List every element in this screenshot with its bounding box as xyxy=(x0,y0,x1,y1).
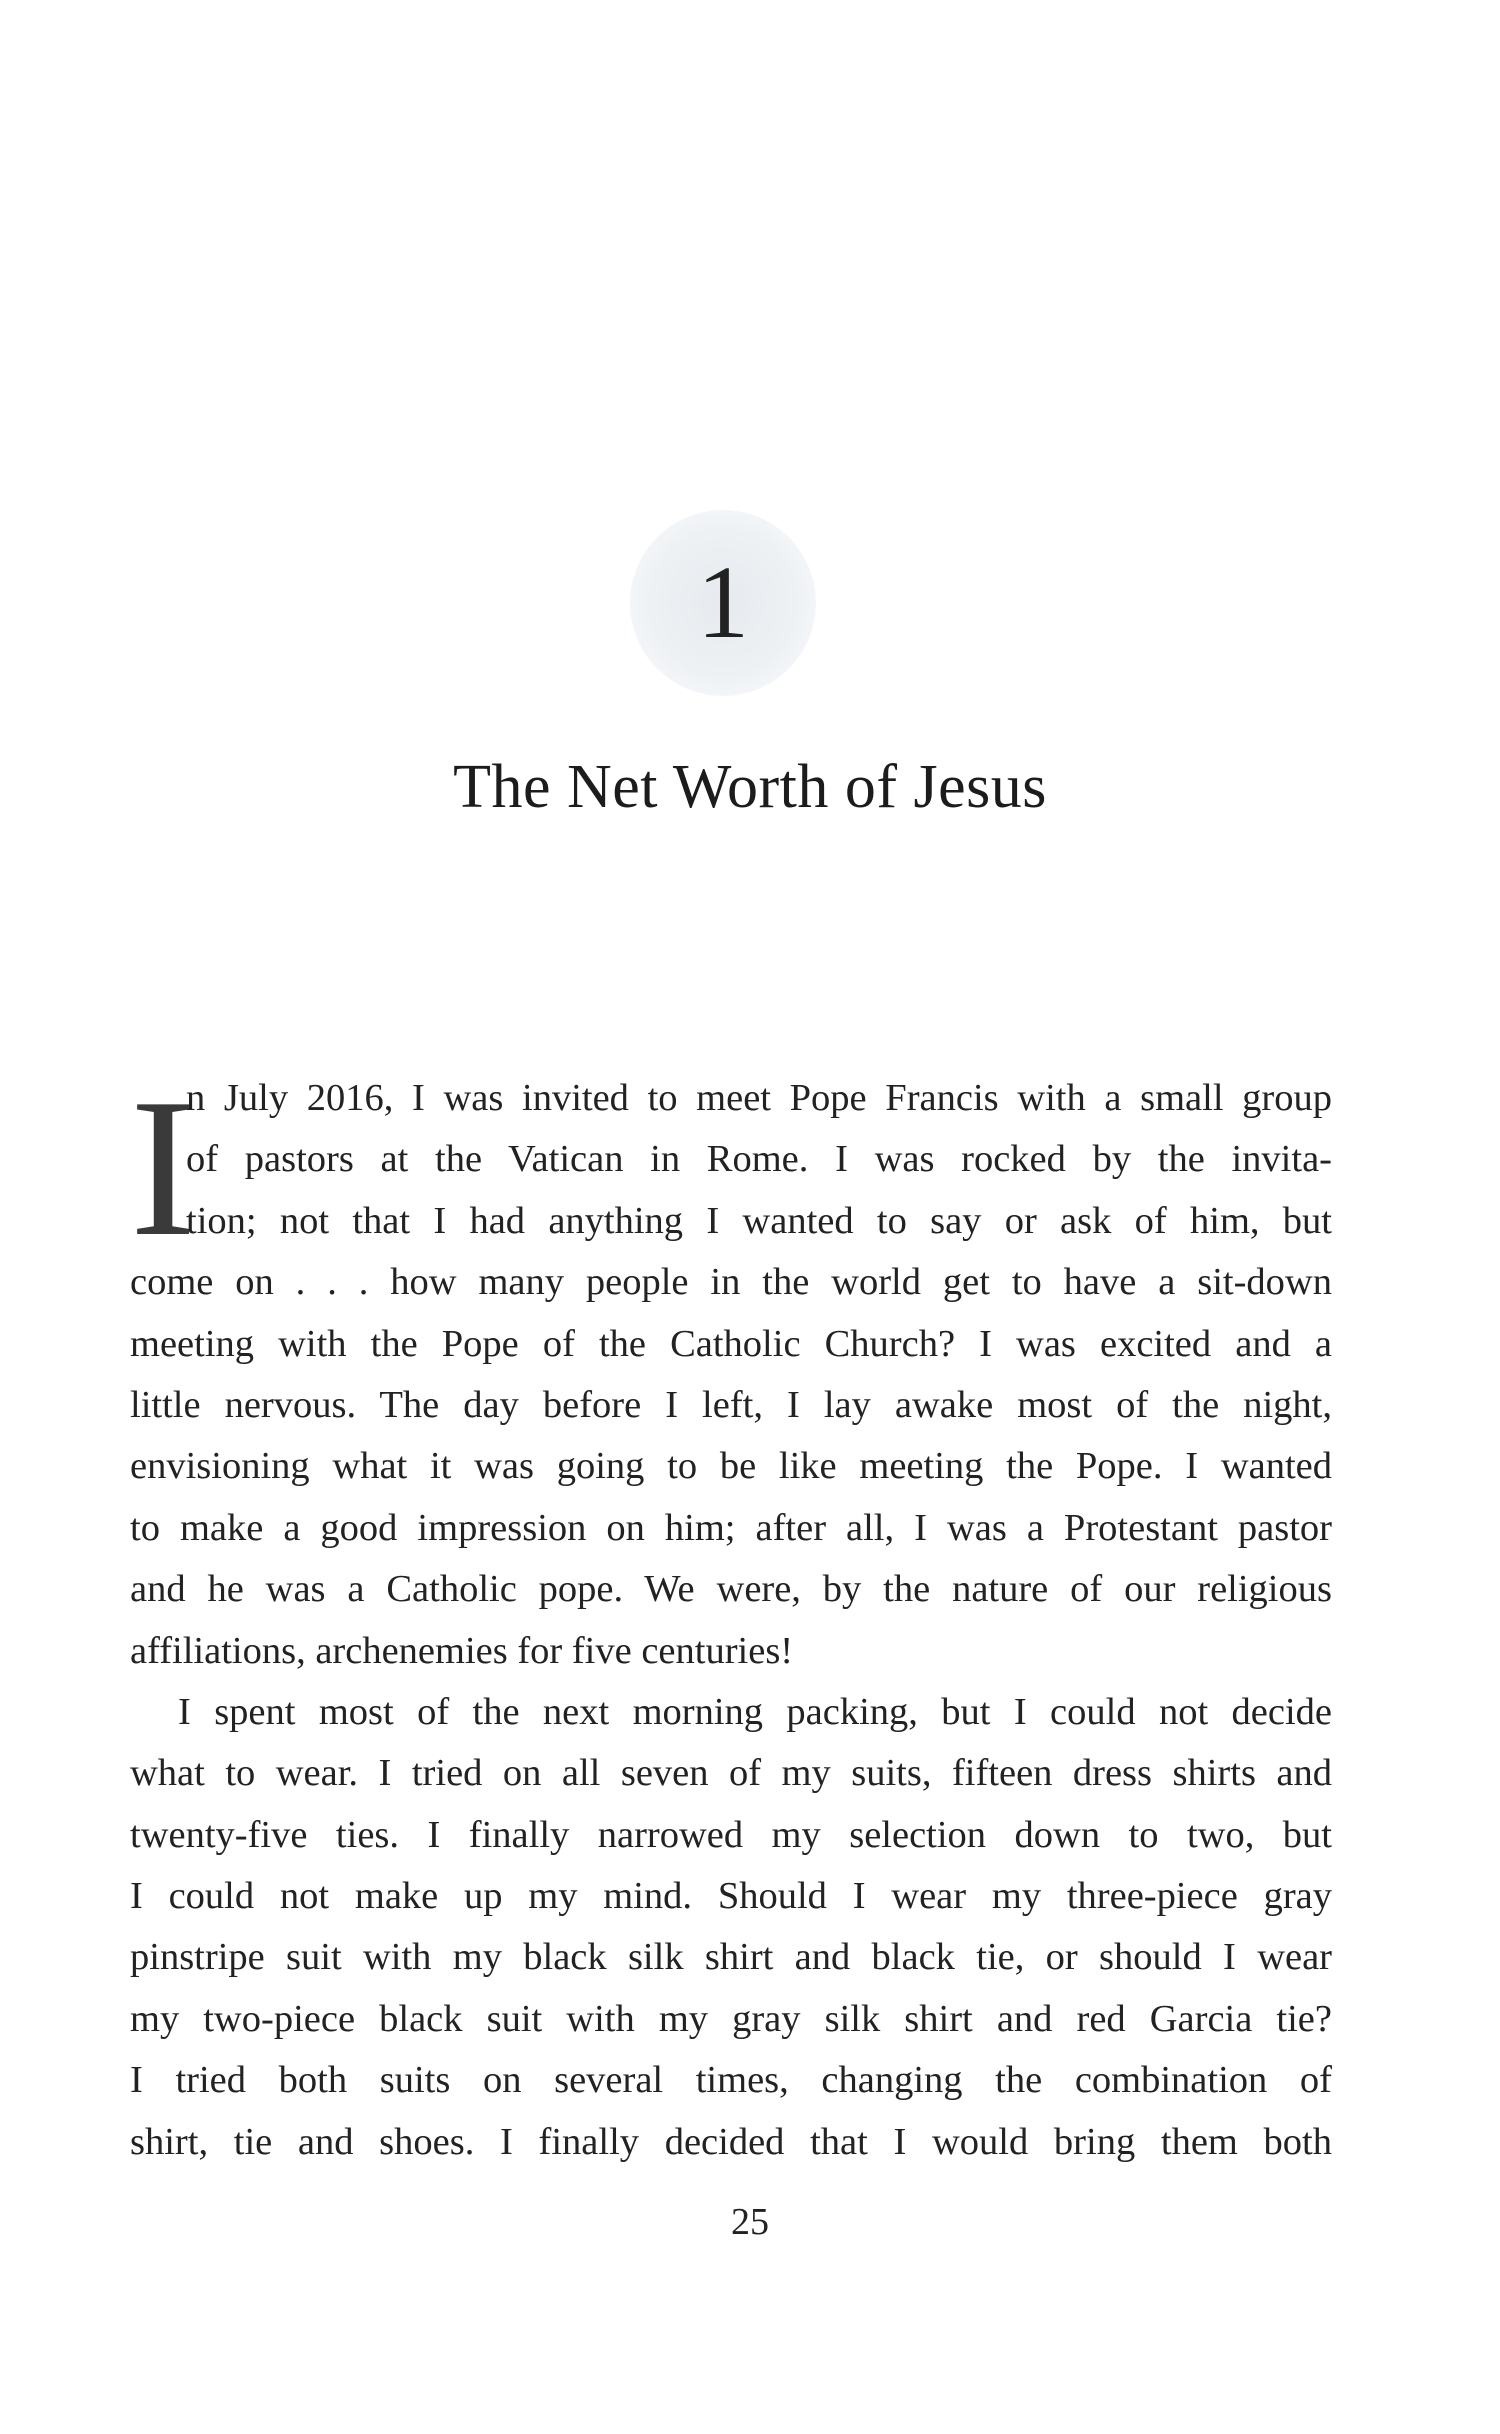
paragraph xyxy=(130,1058,1332,1682)
text-line: n July 2016, I was invited to meet Pope Francis with a small group xyxy=(186,1077,1332,1119)
text-line: envisioning what it was going to be like meeting the Pope. I wanted xyxy=(130,1445,1332,1488)
page-number: 25 xyxy=(731,2201,769,2243)
text-line: I tried both suits on several times, changing the combination of xyxy=(130,2059,1332,2102)
chapter-number: 1 xyxy=(697,545,749,660)
text-line: my two-piece black suit with my gray silk shirt and red Garcia tie? xyxy=(130,1997,1332,2040)
text-line: I spent most of the next morning packing, but I could not decide xyxy=(178,1690,1332,1733)
text-line: what to wear. I tried on all seven of my suits, fifteen dress shirts and xyxy=(130,1752,1332,1795)
text-line: to make a good impression on him; after all, I was a Protestant pastor xyxy=(130,1506,1332,1549)
text-line: little nervous. The day before I left, I lay awake most of the night, xyxy=(130,1383,1332,1426)
text-line: shirt, tie and shoes. I finally decided that I would bring them both xyxy=(130,2120,1332,2163)
paragraph xyxy=(130,1682,1332,2173)
drop-cap: I xyxy=(130,1058,196,1277)
text-line: of pastors at the Vatican in Rome. I was rocked by the invita- xyxy=(186,1138,1332,1181)
text-line: meeting with the Pope of the Catholic Church? I was excited and a xyxy=(130,1322,1332,1365)
body-text xyxy=(130,1058,1332,2173)
text-line: affiliations, archenemies for five centuries! xyxy=(130,1629,794,1672)
text-line: and he was a Catholic pope. We were, by the nature of our religious xyxy=(130,1568,1332,1611)
text-line: twenty-five ties. I finally narrowed my selection down to two, but xyxy=(130,1813,1332,1856)
text-line: tion; not that I had anything I wanted to say or ask of him, but xyxy=(186,1199,1332,1242)
text-line: pinstripe suit with my black silk shirt and black tie, or should I wear xyxy=(130,1936,1332,1979)
text-line: I could not make up my mind. Should I wear my three-piece gray xyxy=(130,1875,1332,1918)
chapter-title: The Net Worth of Jesus xyxy=(453,753,1047,821)
text-line: come on . . . how many people in the world get to have a sit-down xyxy=(130,1261,1332,1304)
chapter-number-badge xyxy=(630,510,816,696)
